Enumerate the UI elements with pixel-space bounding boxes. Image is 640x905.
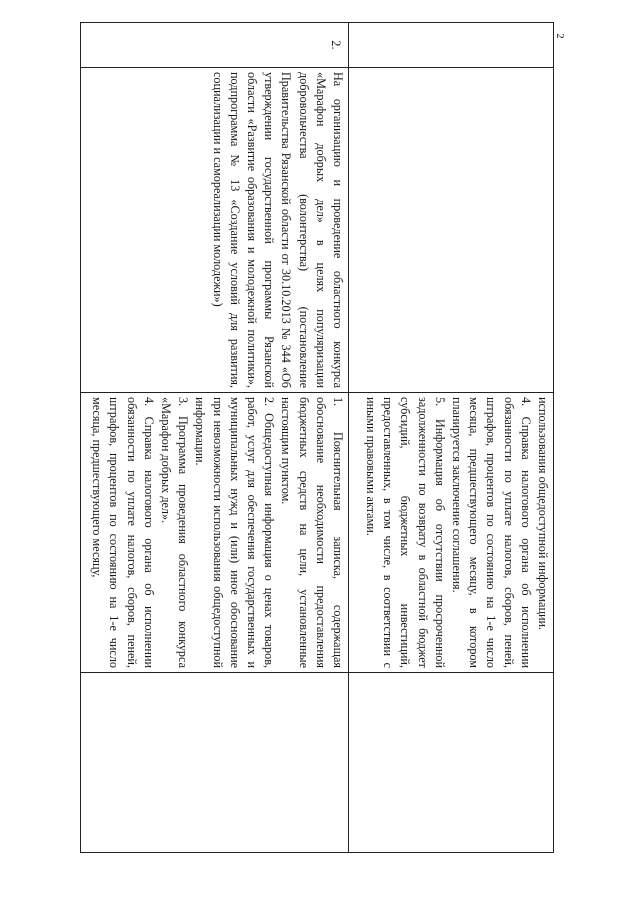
empty-cell [349,673,554,853]
table-row [81,23,349,853]
document-item: 1. Пояснительная записка, содержащая обоснование необходимости предоставления бюджетных средств на цели, установленные настоящим пунктом. [279,397,345,668]
empty-cell [81,673,349,853]
page-number: 2 [553,33,566,39]
table-row [349,23,554,853]
document-item: 4. Справка налогового органа об исполнении обязанности по уплате налогов, сборов, пеней, штрафов, процентов по состоянию на 1-е число месяца, предшествующего месяцу, в котором планируется заключение соглашения. [449,397,533,668]
document-item: использования общедоступной информации. [536,397,550,631]
row-number-cell [349,23,554,68]
documents-cell [81,393,349,673]
document-item: 5. Информация об отсутствии просроченной задолженности по возврату в областной бюджет субсидий, бюджетных инвестиций, предоставленных, в том числе, в соответствии с иными правовыми актами. [363,397,447,668]
purpose-cell: На организацию и проведение областного конкурса «Марафон добрых дел» в целях популяризации добровольчества (волонтерства) (постановление Правительства Рязанской области от 30.10.2013 № 344 «Об утверждении государственной программы Рязанской области «Развитие образования и молодежной политики», подпрограмма № 13 «Создание условий для развития, социализации и самореализации молодежи») [81,68,349,393]
documents-table [80,22,554,853]
document-item: 3. Программа проведения областного конкурса «Марафон добрых дел». [158,397,191,668]
purpose-cell [349,68,554,393]
documents-cell [349,393,554,673]
document-item: 2. Общедоступная информация о ценах товаров, работ, услуг для обеспечения государственных и муниципальных нужд и (или) иное обоснование при невозможности использования общедоступной информации. [193,397,277,668]
row-number-cell: 2. [81,23,349,68]
rotated-table-content [80,22,554,852]
rotated-table-frame [80,22,554,852]
document-item: 4. Справка налогового органа об исполнении обязанности по уплате налогов, сборов, пеней, штрафов, процентов по состоянию на 1-е число месяца, предшествующего месяцу, [90,397,156,668]
